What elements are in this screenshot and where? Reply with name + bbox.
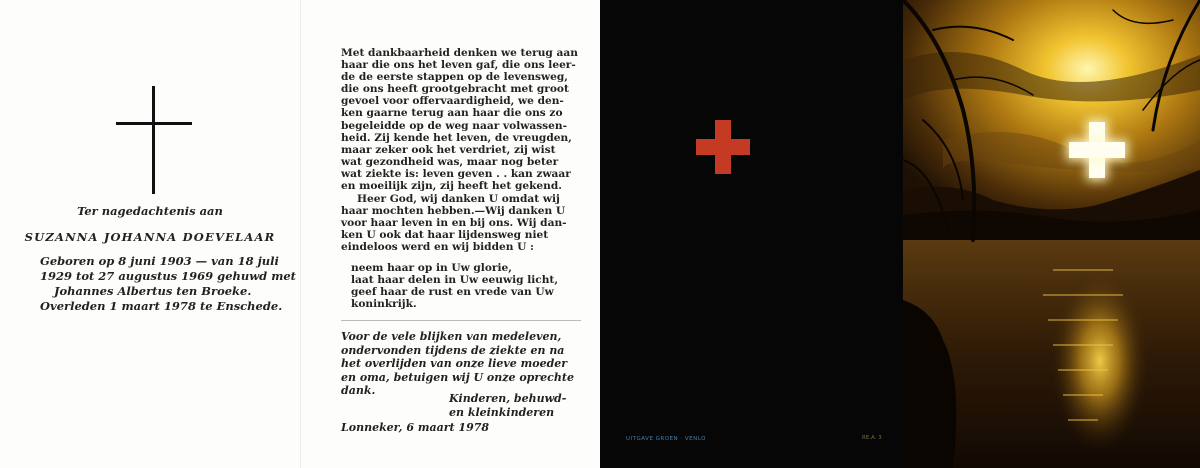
- family-signature: [449, 392, 566, 420]
- text-line: haar die ons het leven gaf, die ons leer-: [341, 59, 576, 72]
- sunset-photo-panel: [903, 0, 1200, 468]
- life-details-line: Geboren op 8 juni 1903 — van 18 juli: [40, 254, 279, 268]
- divider: [341, 320, 581, 321]
- text-line: neem haar op in Uw glorie,: [351, 262, 512, 274]
- text-line: koninkrijk.: [351, 298, 417, 311]
- deceased-name: SUZANNA JOHANNA DOEVELAAR: [24, 230, 276, 244]
- gratitude-paragraph: [341, 47, 581, 192]
- text-line: Kinderen, behuwd-: [449, 392, 567, 405]
- life-details: [40, 254, 296, 314]
- text-line: en kleinkinderen: [449, 406, 555, 419]
- text-line: haar mochten hebben.—Wij danken U: [341, 205, 566, 218]
- red-cross-icon: [696, 120, 750, 174]
- text-line: dank.: [341, 384, 376, 398]
- life-details-line: 1929 tot 27 augustus 1969 gehuwd met: [40, 269, 296, 283]
- text-line: en oma, betuigen wij U onze oprechte: [341, 370, 574, 384]
- text-line: die ons heeft grootgebracht met groot: [341, 83, 569, 96]
- text-line: ondervonden tijdens de ziekte en na: [341, 343, 565, 357]
- text-line: Voor de vele blijken van medeleven,: [341, 330, 562, 343]
- text-line: het overlijden van onze lieve moeder: [341, 357, 568, 371]
- text-line: ken U ook dat haar lijdensweg niet: [341, 229, 549, 242]
- memorial-heading: Ter nagedachtenis aan: [77, 204, 223, 218]
- thanks-paragraph: [341, 330, 574, 398]
- text-line: begeleidde op de weg naar volwassen-: [341, 119, 567, 132]
- place-date: Lonneker, 6 maart 1978: [341, 421, 490, 434]
- text-line: maar zeker ook het verdriet, zij wist: [341, 143, 556, 156]
- middle-card-panel: [300, 0, 601, 468]
- text-line: en moeilijk zijn, zij heeft het gekend.: [341, 180, 562, 193]
- text-line: eindeloos werd en wij bidden U :: [341, 241, 534, 254]
- life-details-line: Johannes Albertus ten Broeke.: [54, 284, 252, 298]
- cross-icon: [116, 86, 192, 194]
- back-cover-panel: [600, 0, 903, 468]
- text-line: geef haar de rust en vrede van Uw: [351, 286, 554, 299]
- card-code: RE.A. 3: [862, 435, 882, 441]
- text-line: laat haar delen in Uw eeuwig licht,: [351, 274, 559, 287]
- prayer-paragraph: [341, 193, 581, 253]
- text-line: de de eerste stappen op de levensweg,: [341, 71, 568, 84]
- left-card-panel: [0, 0, 300, 468]
- publisher-label: UITGAVE GROEN · VENLO: [626, 436, 706, 442]
- text-line: Heer God, wij danken U omdat wij: [357, 193, 560, 205]
- text-line: Met dankbaarheid denken we terug aan: [341, 47, 578, 59]
- text-line: ken gaarne terug aan haar die ons zo: [341, 107, 563, 120]
- life-details-line: Overleden 1 maart 1978 te Enschede.: [40, 299, 283, 313]
- glowing-cross-icon: [1069, 122, 1125, 178]
- text-line: gevoel voor offervaardigheid, we den-: [341, 95, 564, 108]
- text-line: voor haar leven in en bij ons. Wij dan-: [341, 217, 567, 230]
- text-line: wat ziekte is: leven geven . . kan zwaar: [341, 167, 571, 180]
- text-line: heid. Zij kende het leven, de vreugden,: [341, 131, 572, 144]
- text-line: wat gezondheid was, maar nog beter: [341, 155, 559, 168]
- sunset-lake-image: [903, 0, 1200, 468]
- prayer-verse: [341, 262, 591, 310]
